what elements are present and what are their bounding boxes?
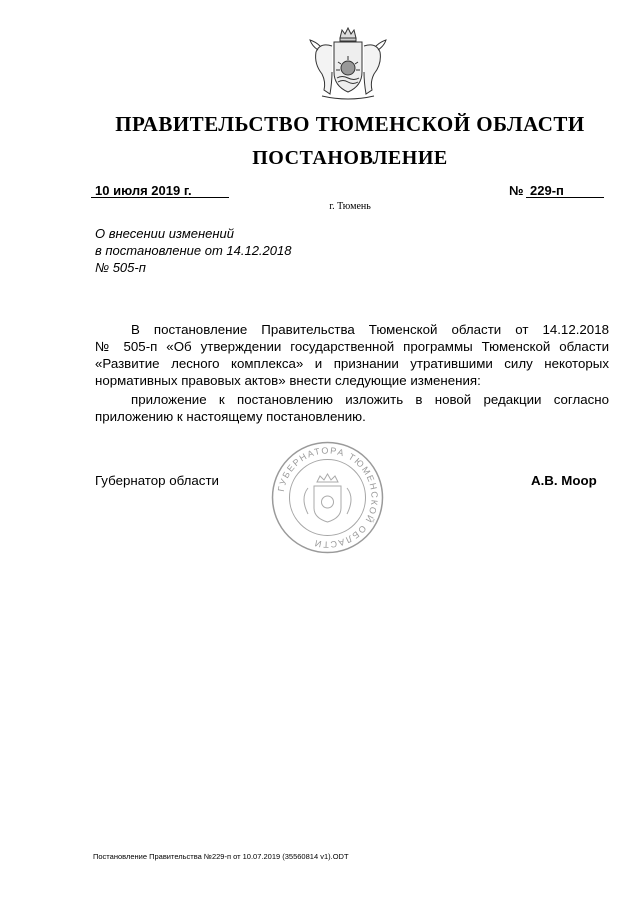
svg-text:ГУБЕРНАТОРА ТЮМЕНСКОЙ ОБЛАСТИ: [276, 445, 380, 549]
document-footer: Постановление Правительства №229-п от 10.07.2019 (35560814 v1).ODT: [93, 852, 349, 861]
subject-line: № 505-п: [95, 260, 146, 275]
subject-line: О внесении изменений: [95, 226, 234, 241]
document-subject: [95, 225, 355, 276]
paragraph-line: нормативных правовых актов» внести следующие изменения:: [95, 373, 481, 388]
seal-text: ГУБЕРНАТОРА ТЮМЕНСКОЙ ОБЛАСТИ: [275, 445, 380, 550]
signatory-name: А.В. Моор: [531, 473, 597, 488]
subject-line: в постановление от 14.12.2018: [95, 243, 292, 258]
paragraph-line: приложение к постановлению изложить в новой редакции согласно: [131, 392, 609, 407]
government-title: ПРАВИТЕЛЬСТВО ТЮМЕНСКОЙ ОБЛАСТИ: [115, 112, 585, 136]
body-paragraph-1: [95, 321, 609, 389]
official-seal-icon: [270, 440, 385, 555]
document-number: 229-п: [530, 183, 564, 198]
paragraph-line: «Развитие лесного комплекса» и признании утратившими силу некоторых: [95, 356, 609, 371]
document-type-title: ПОСТАНОВЛЕНИЕ: [252, 147, 448, 169]
paragraph-line: В постановление Правительства Тюменской области от 14.12.2018: [131, 322, 609, 337]
number-sign: №: [509, 183, 524, 198]
paragraph-line: № 505-п «Об утверждении государственной программы Тюменской области: [95, 339, 609, 354]
signatory-position: Губернатор области: [95, 473, 219, 488]
body-paragraph-2: [95, 391, 609, 425]
coat-of-arms-icon: [304, 24, 392, 104]
paragraph-line: приложению к настоящему постановлению.: [95, 409, 366, 424]
document-date: 10 июля 2019 г.: [95, 183, 192, 198]
document-city: г. Тюмень: [329, 201, 371, 212]
